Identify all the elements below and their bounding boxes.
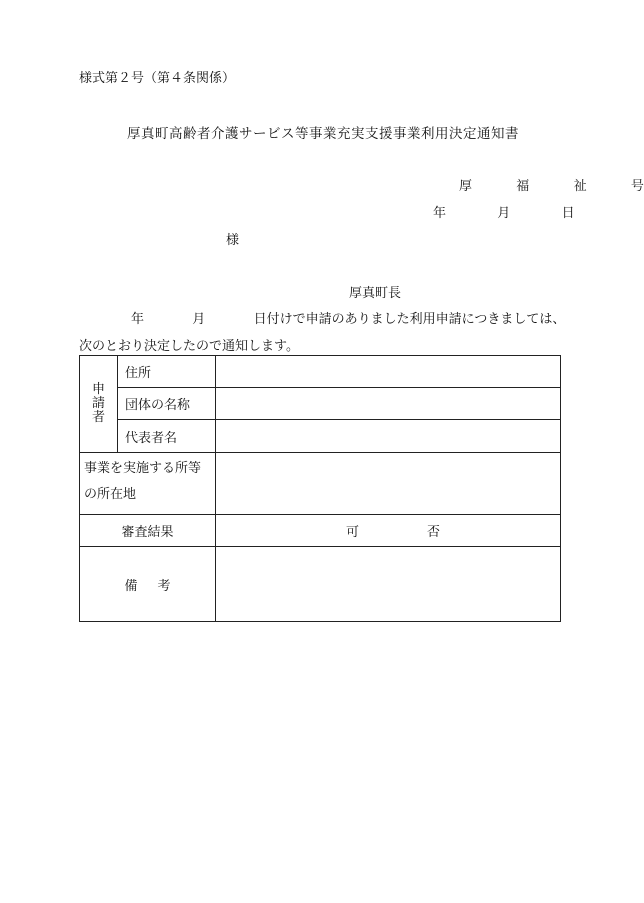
body-year: 年 bbox=[131, 312, 145, 327]
document-title: 厚真町高齢者介護サービス等事業充実支援事業利用決定通知書 bbox=[127, 126, 519, 142]
remarks-field[interactable] bbox=[216, 547, 561, 622]
remarks-label: 備 考 bbox=[80, 547, 216, 622]
addressee-suffix: 様 bbox=[226, 233, 240, 248]
review-result-field[interactable] bbox=[216, 515, 561, 547]
applicant-label: 申 請 者 bbox=[80, 356, 118, 453]
reference-char: 厚 bbox=[459, 179, 473, 194]
reference-char: 祉 bbox=[573, 179, 587, 194]
date-year: 年 bbox=[433, 206, 447, 221]
reference-number bbox=[459, 175, 644, 194]
date-month: 月 bbox=[497, 206, 511, 221]
reference-char: 号 bbox=[630, 179, 644, 194]
org-name-field[interactable] bbox=[216, 388, 561, 420]
date-day: 日 bbox=[561, 206, 575, 221]
address-field[interactable] bbox=[216, 356, 561, 388]
review-ok[interactable]: 可 bbox=[346, 525, 360, 540]
review-ng[interactable]: 否 bbox=[427, 525, 441, 540]
representative-label: 代表者名 bbox=[118, 420, 216, 453]
body-line-2: 次のとおり決定したので通知します。 bbox=[79, 339, 299, 354]
issue-date bbox=[433, 202, 575, 221]
application-table bbox=[79, 355, 561, 622]
org-name-label: 団体の名称 bbox=[118, 388, 216, 420]
reference-char: 福 bbox=[516, 179, 530, 194]
review-result-label: 審査結果 bbox=[80, 515, 216, 547]
issuer-name: 厚真町長 bbox=[349, 286, 402, 301]
location-field[interactable] bbox=[216, 453, 561, 515]
body-text: 日付けで申請のありました利用申請につきましては、 bbox=[253, 312, 566, 327]
body-month: 月 bbox=[192, 312, 206, 327]
form-number: 様式第２号（第４条関係） bbox=[79, 71, 236, 86]
representative-field[interactable] bbox=[216, 420, 561, 453]
location-label: 事業を実施する所等 の所在地 bbox=[80, 453, 216, 515]
body-line-1 bbox=[131, 308, 565, 327]
address-label: 住所 bbox=[118, 356, 216, 388]
